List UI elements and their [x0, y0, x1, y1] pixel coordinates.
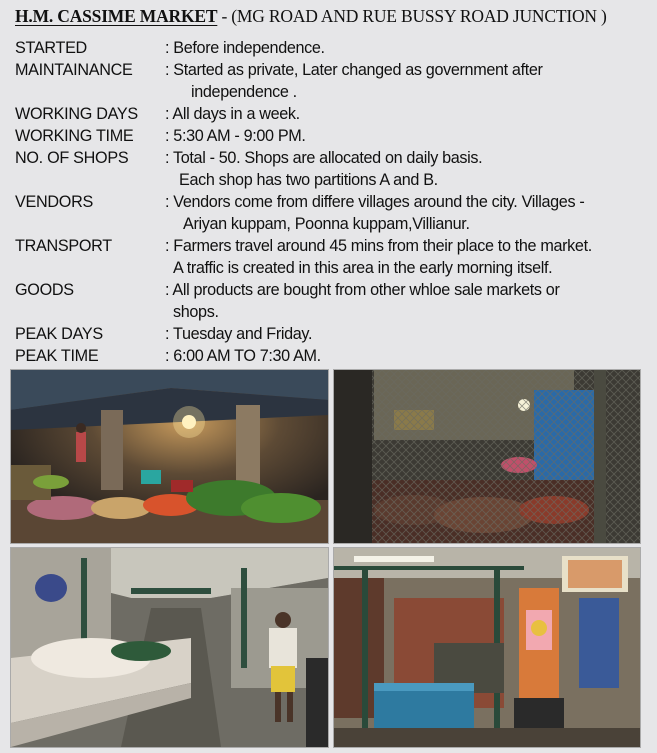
info-value: : Started as private, Later changed as government after independence .: [165, 61, 543, 101]
info-row-peak-time: [15, 345, 655, 367]
info-key: WORKING TIME: [15, 127, 134, 145]
info-key: PEAK TIME: [15, 347, 99, 365]
info-key: STARTED: [15, 39, 87, 57]
info-row-peak-days: [15, 323, 655, 345]
info-row-transport: [15, 235, 655, 279]
info-key: WORKING DAYS: [15, 105, 138, 123]
info-value: : 5:30 AM - 9:00 PM.: [165, 127, 306, 145]
info-value: : Vendors come from differe villages around the city. Villages - Ariyan kuppam, Poonna kuppam,Villianur.: [165, 193, 585, 233]
market-location: - (MG ROAD AND RUE BUSSY ROAD JUNCTION ): [217, 6, 607, 26]
photo-vegetable-stalls: [10, 369, 329, 544]
info-key: VENDORS: [15, 193, 93, 211]
photo-market-shrine: [333, 547, 641, 748]
info-value: : Tuesday and Friday.: [165, 325, 313, 343]
info-row-vendors: [15, 191, 655, 235]
photo-caged-stall: [333, 369, 641, 544]
info-list: [15, 37, 655, 367]
market-name: H.M. CASSIME MARKET: [15, 6, 218, 26]
info-value: : 6:00 AM TO 7:30 AM.: [165, 347, 321, 365]
photo-market-corridor: [10, 547, 329, 748]
info-row-goods: [15, 279, 655, 323]
info-key: NO. OF SHOPS: [15, 149, 129, 167]
info-key: GOODS: [15, 281, 74, 299]
info-value: : All products are bought from other whloe sale markets or shops.: [165, 281, 560, 321]
photo-grid: [10, 369, 640, 747]
info-value: : All days in a week.: [165, 105, 300, 123]
info-key: PEAK DAYS: [15, 325, 103, 343]
info-key: TRANSPORT: [15, 237, 112, 255]
info-key: MAINTAINANCE: [15, 61, 133, 79]
page-title: [15, 6, 645, 27]
info-row-working-days: [15, 103, 655, 125]
info-value: : Total - 50. Shops are allocated on daily basis. Each shop has two partitions A and B.: [165, 149, 483, 189]
info-row-started: [15, 37, 655, 59]
info-row-shops: [15, 147, 655, 191]
info-value: : Farmers travel around 45 mins from their place to the market. A traffic is created in this area in the early morning itself.: [165, 237, 592, 277]
info-row-working-time: [15, 125, 655, 147]
info-value: : Before independence.: [165, 39, 325, 57]
info-row-maintainance: [15, 59, 655, 103]
